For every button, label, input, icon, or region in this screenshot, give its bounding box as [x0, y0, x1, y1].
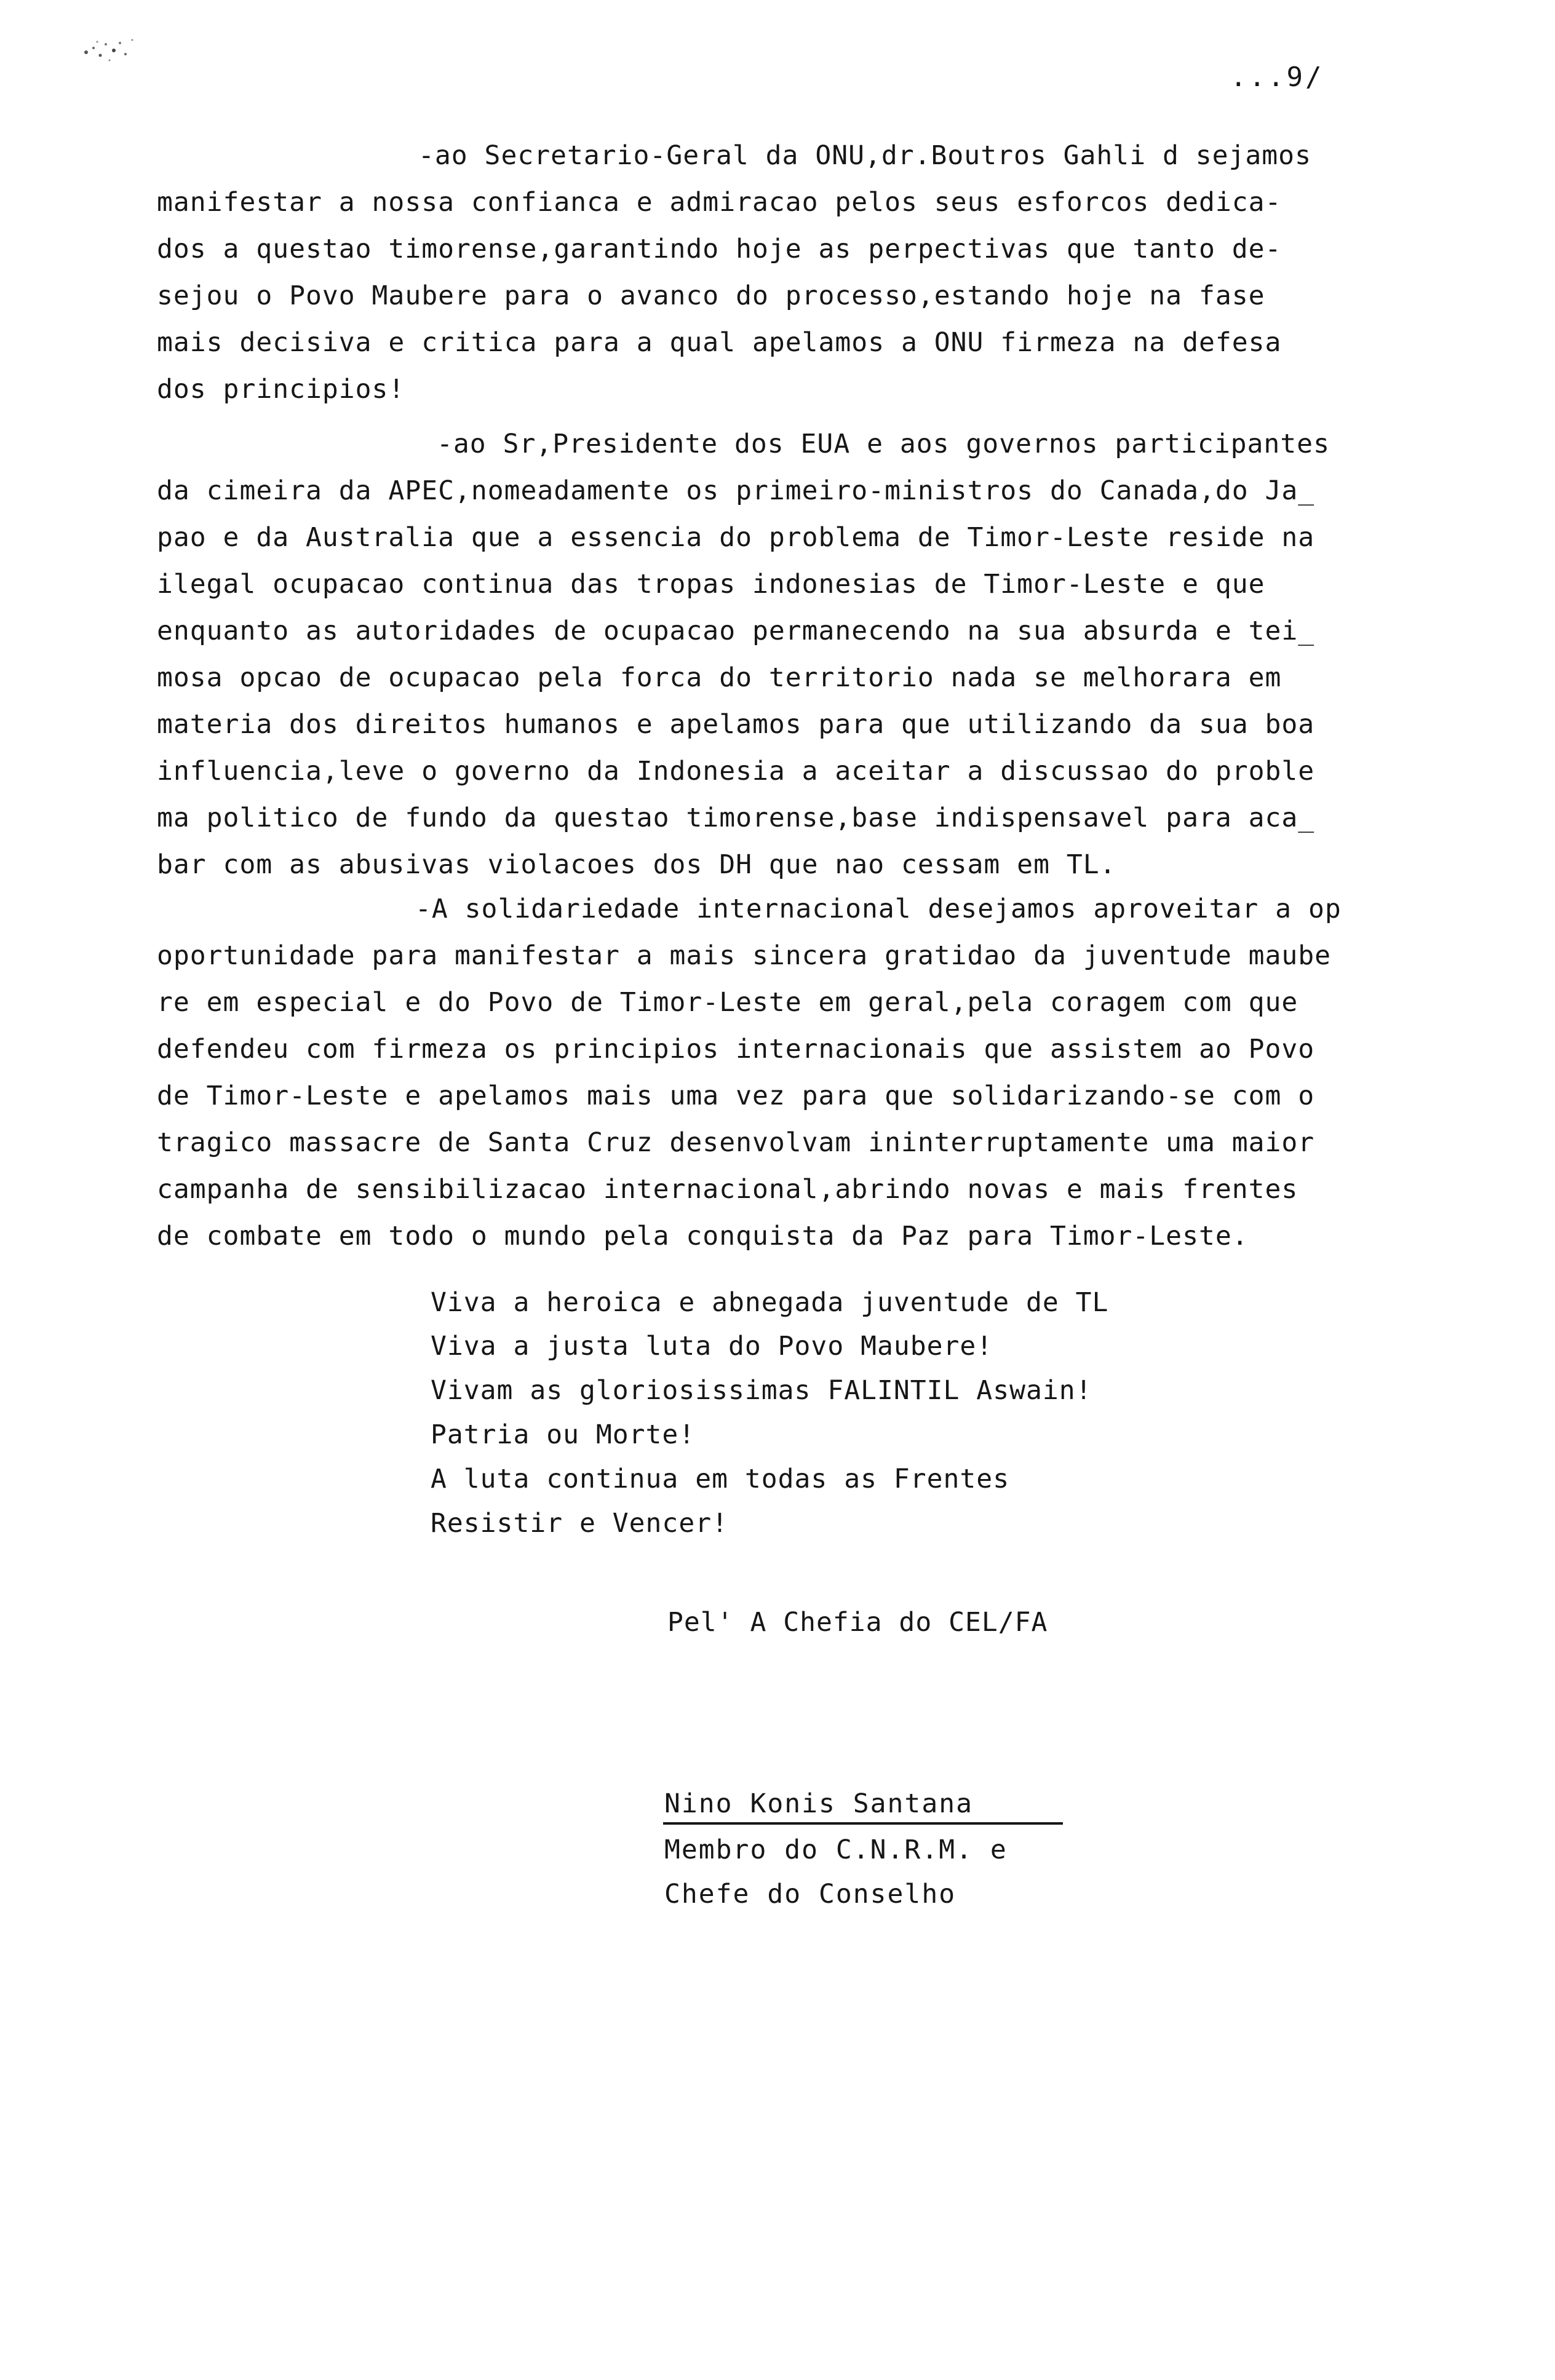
slogan-line: Viva a heroica e abnegada juventude de TL	[431, 1287, 1109, 1318]
paragraph-2-line: influencia,leve o governo da Indonesia a aceitar a discussao do proble	[157, 756, 1315, 787]
signatory-role-line-1: Membro do C.N.R.M. e	[664, 1835, 1008, 1865]
slogan-line: A luta continua em todas as Frentes	[431, 1464, 1010, 1494]
signatory-name: Nino Konis Santana	[664, 1788, 973, 1819]
paragraph-1-line: mais decisiva e critica para a qual apelamos a ONU firmeza na defesa	[157, 327, 1282, 358]
paragraph-3-line: oportunidade para manifestar a mais sincera gratidao da juventude maube	[157, 940, 1332, 971]
paragraph-2-line-1: -ao Sr,Presidente dos EUA e aos governos participantes	[437, 429, 1330, 459]
paragraph-2-line: ma politico de fundo da questao timorense,base indispensavel para aca_	[157, 803, 1315, 833]
paragraph-2-line: pao e da Australia que a essencia do problema de Timor-Leste reside na	[157, 522, 1315, 553]
slogan-line: Patria ou Morte!	[431, 1419, 696, 1450]
paragraph-1-line: manifestar a nossa confianca e admiracao pelos seus esforcos dedica-	[157, 187, 1282, 218]
paragraph-2-line: enquanto as autoridades de ocupacao permanecendo na sua absurda e tei_	[157, 616, 1315, 646]
paragraph-3-line: de combate em todo o mundo pela conquista da Paz para Timor-Leste.	[157, 1221, 1249, 1251]
signature-underline	[663, 1822, 1063, 1825]
paragraph-3-line-1: -A solidariedade internacional desejamos aproveitar a op	[415, 894, 1342, 924]
page-number: ...9/	[1230, 61, 1324, 93]
paragraph-1-line-1: -ao Secretario-Geral da ONU,dr.Boutros Gahli d sejamos	[418, 140, 1311, 171]
on-behalf-line: Pel' A Chefia do CEL/FA	[667, 1607, 1048, 1638]
paragraph-1-line: sejou o Povo Maubere para o avanco do processo,estando hoje na fase	[157, 280, 1265, 311]
slogan-line: Viva a justa luta do Povo Maubere!	[431, 1331, 993, 1362]
paragraph-1-line: dos a questao timorense,garantindo hoje as perpectivas que tanto de-	[157, 234, 1282, 264]
paragraph-2-line: bar com as abusivas violacoes dos DH que nao cessam em TL.	[157, 849, 1116, 880]
paragraph-2-line: mosa opcao de ocupacao pela forca do territorio nada se melhorara em	[157, 662, 1282, 693]
paragraph-3-line: re em especial e do Povo de Timor-Leste em geral,pela coragem com que	[157, 987, 1298, 1018]
paragraph-3-line: campanha de sensibilizacao internacional,abrindo novas e mais frentes	[157, 1174, 1298, 1205]
paragraph-1-line: dos principios!	[157, 374, 405, 405]
paragraph-2-line: da cimeira da APEC,nomeadamente os primeiro-ministros do Canada,do Ja_	[157, 475, 1315, 506]
ink-smudge-mark	[62, 18, 154, 74]
paragraph-2-line: ilegal ocupacao continua das tropas indonesias de Timor-Leste e que	[157, 569, 1265, 600]
paragraph-2-line: materia dos direitos humanos e apelamos para que utilizando da sua boa	[157, 709, 1315, 740]
paragraph-3-line: tragico massacre de Santa Cruz desenvolvam ininterruptamente uma maior	[157, 1127, 1315, 1158]
signatory-role-line-2: Chefe do Conselho	[664, 1879, 956, 1910]
slogan-line: Vivam as gloriosissimas FALINTIL Aswain!	[431, 1375, 1092, 1406]
slogan-line: Resistir e Vencer!	[431, 1508, 728, 1539]
paragraph-3-line: defendeu com firmeza os principios internacionais que assistem ao Povo	[157, 1034, 1315, 1065]
paragraph-3-line: de Timor-Leste e apelamos mais uma vez para que solidarizando-se com o	[157, 1081, 1315, 1111]
